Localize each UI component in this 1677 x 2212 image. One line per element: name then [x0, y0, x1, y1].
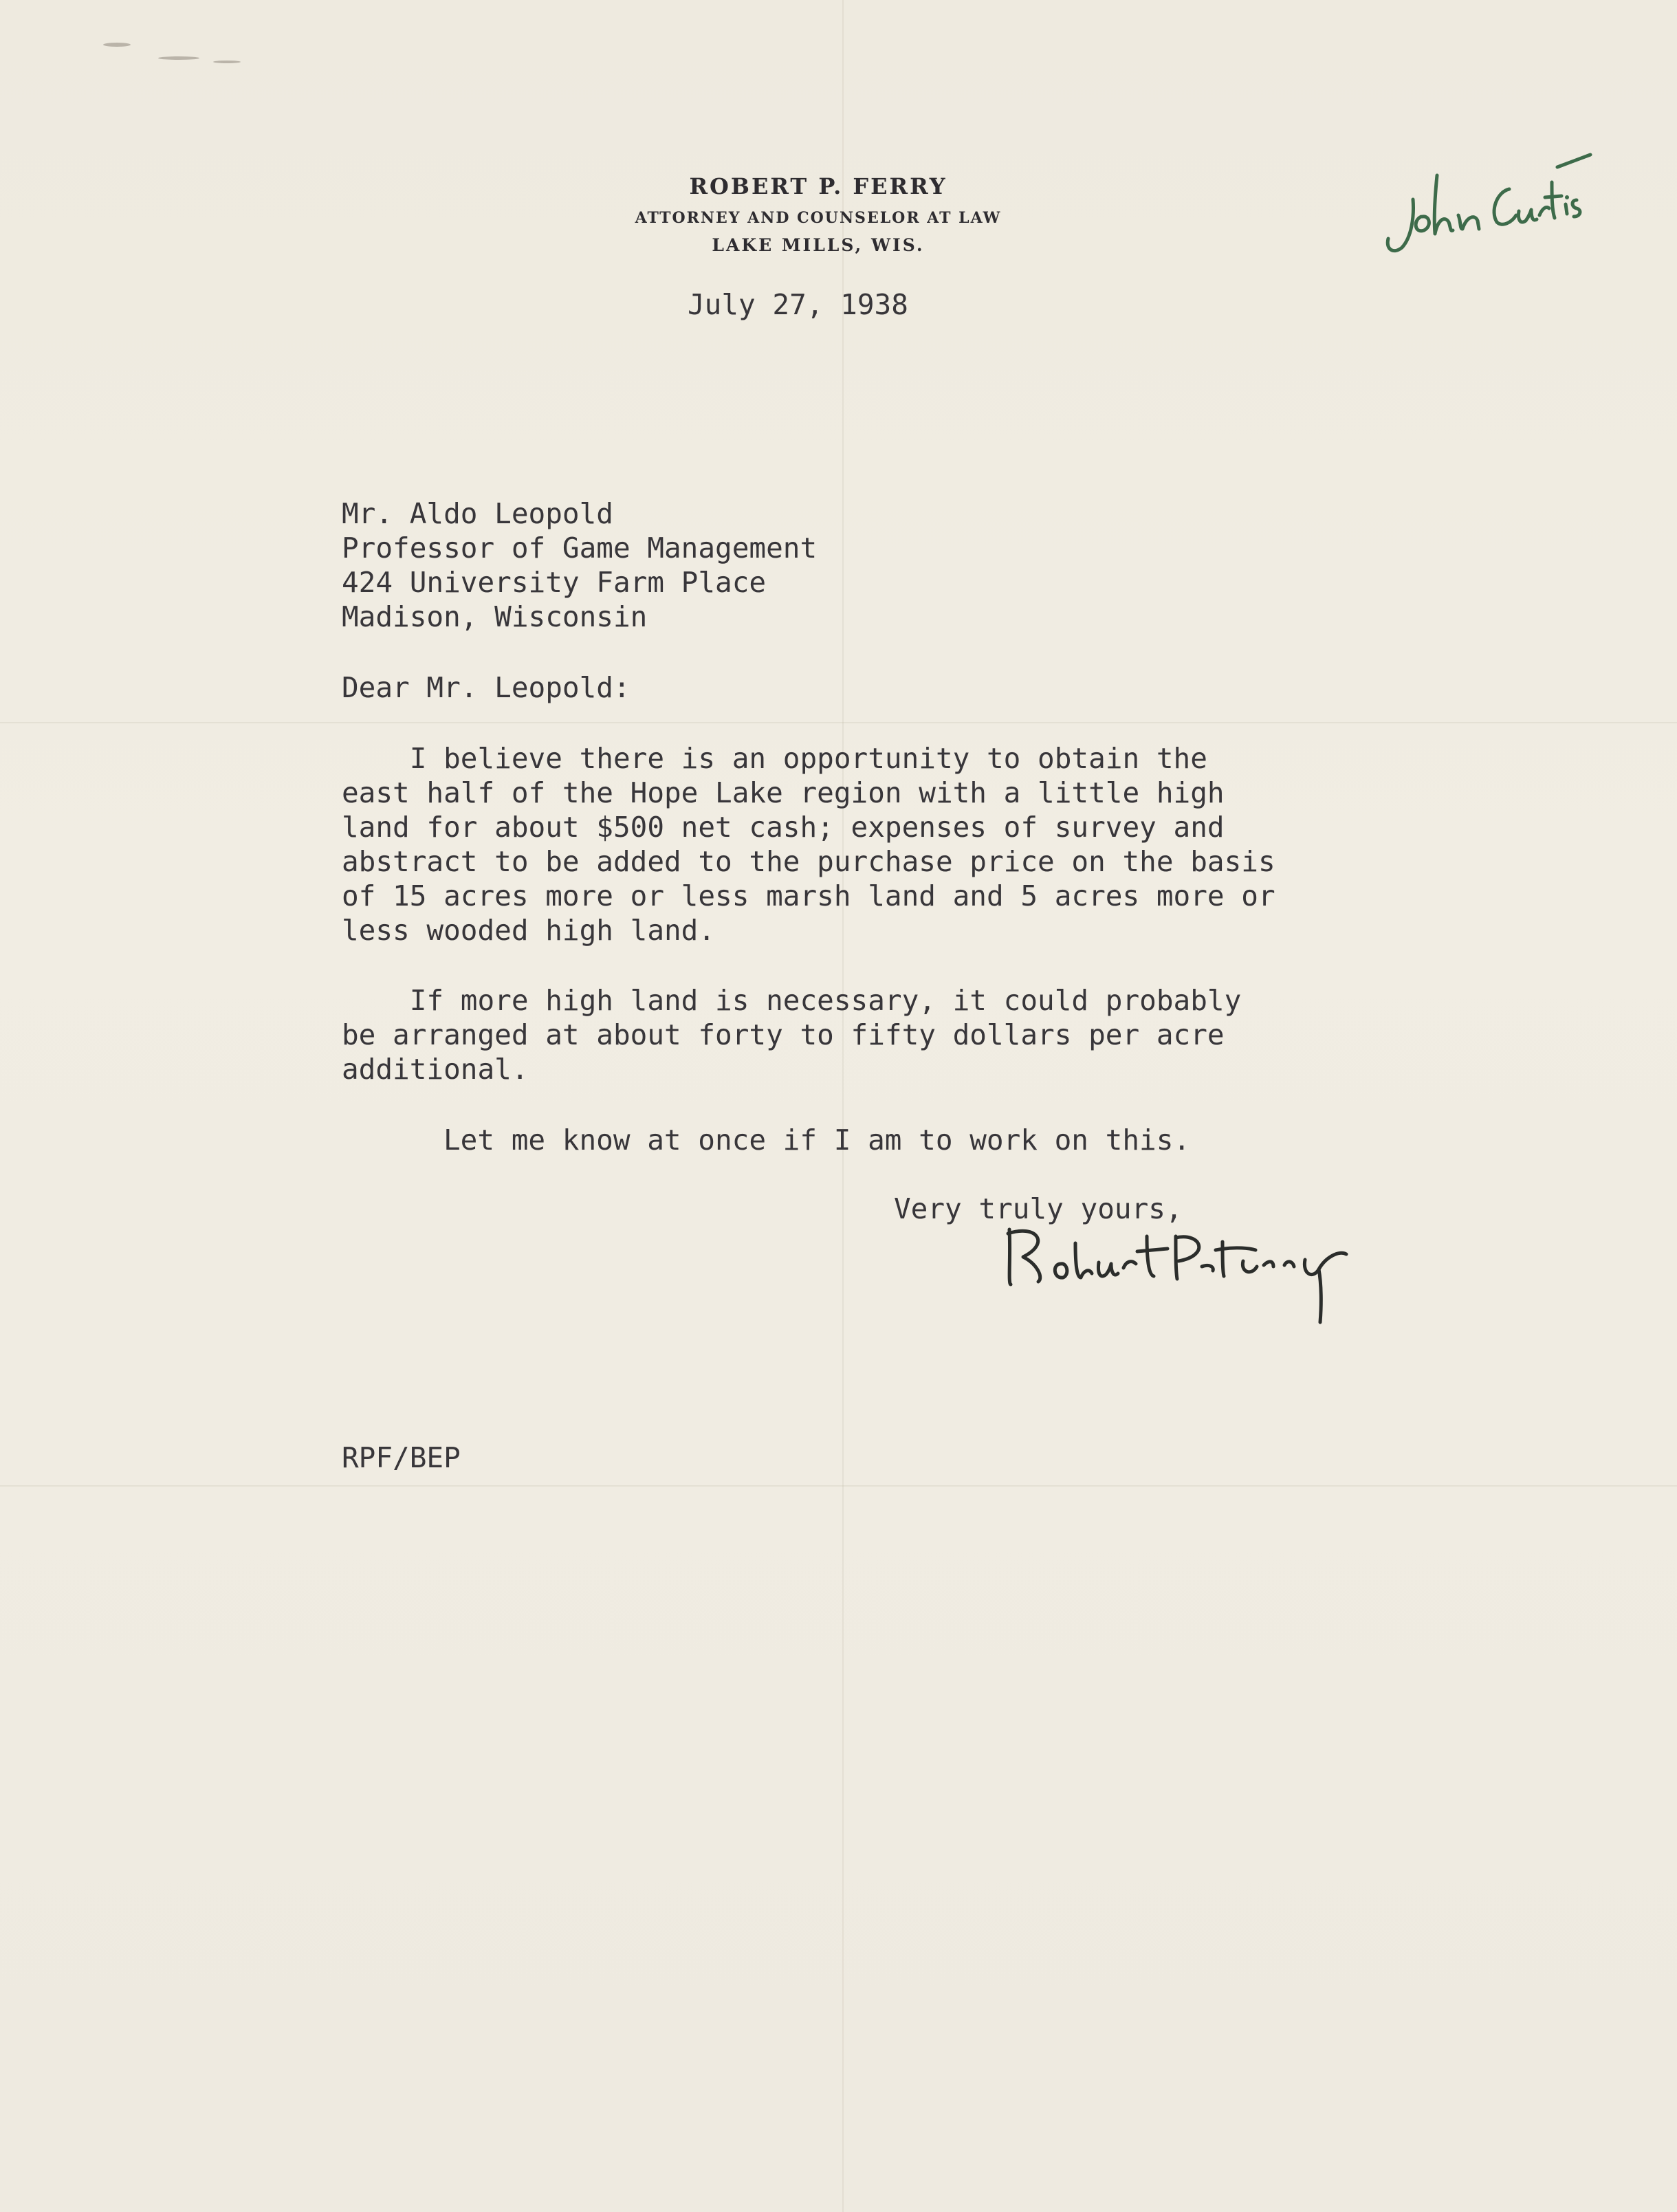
address-line: Professor of Game Management: [342, 532, 818, 565]
address-line: Mr. Aldo Leopold: [342, 497, 613, 530]
paper-smudge: [158, 56, 199, 60]
body-paragraph-2: If more high land is necessary, it could probably be arranged at about forty to fifty dollars per acre additional.: [342, 984, 1242, 1086]
letterhead-title: ATTORNEY AND COUNSELOR AT LAW: [635, 209, 1002, 227]
paper-fold-vertical: [842, 0, 844, 2212]
letterhead-city: LAKE MILLS, WIS.: [712, 235, 925, 255]
paper-smudge: [103, 43, 131, 47]
paper-smudge: [213, 61, 241, 63]
letterhead-name: ROBERT P. FERRY: [689, 173, 947, 199]
body-paragraph-3: Let me know at once if I am to work on this.: [443, 1124, 1191, 1157]
address-line: 424 University Farm Place: [342, 566, 767, 599]
address-line: Madison, Wisconsin: [342, 600, 648, 633]
handwritten-signature: [996, 1216, 1463, 1333]
body-paragraph-1: I believe there is an opportunity to obtain the east half of the Hope Lake region with a little high land for about $500 net cash; expenses of survey and abstract to be added to the purchase price on the basis of 15 acres more or less marsh land and 5 acres more or less wooded high land.: [342, 742, 1275, 947]
paper-fold-horizontal: [0, 1485, 1677, 1487]
complimentary-closing: Very truly yours,: [894, 1192, 1183, 1225]
paper-fold-horizontal: [0, 722, 1677, 723]
reference-initials: RPF/BEP: [342, 1441, 461, 1474]
salutation: Dear Mr. Leopold:: [342, 671, 631, 704]
handwritten-annotation: [1372, 134, 1599, 265]
inside-address: [342, 496, 817, 634]
letter-date: July 27, 1938: [688, 288, 908, 321]
